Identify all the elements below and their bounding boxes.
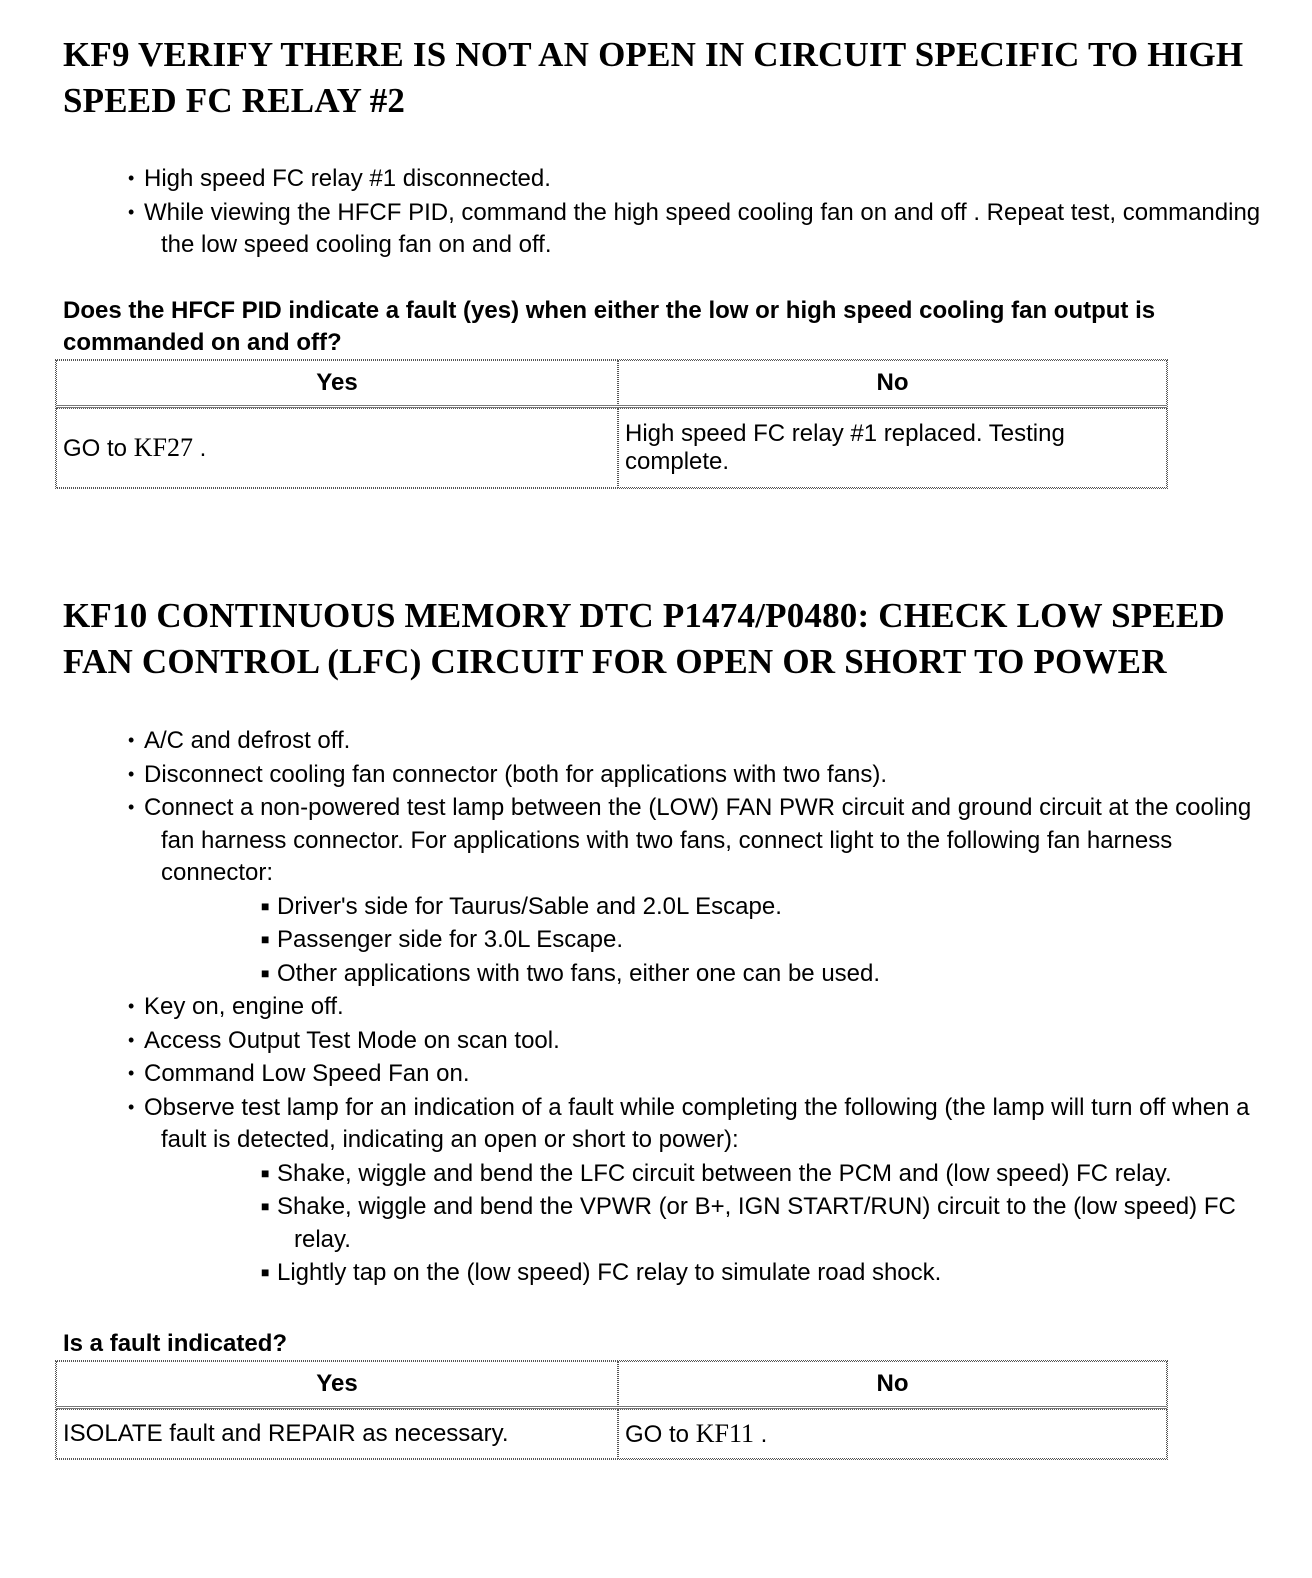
yes-header: Yes: [56, 360, 618, 408]
bullet-icon: •: [128, 996, 135, 1016]
kf9-question: Does the HFCF PID indicate a fault (yes) when either the low or high speed cooling fan output is commanded on and off?: [63, 296, 1156, 356]
connector-substeps: [161, 890, 1263, 991]
kf10-heading: KF10 CONTINUOUS MEMORY DTC P1474/P0480: CHECK LOW SPEED FAN CONTROL (LFC) CIRCUIT FOR OPEN OR SHORT TO POWER: [63, 596, 1225, 681]
bullet-icon: •: [128, 168, 135, 188]
substep-item: ■ Lightly tap on the (low speed) FC relay to simulate road shock.: [63, 1256, 1263, 1290]
observe-substeps: [161, 1157, 1263, 1290]
sub-bullet-icon: ■: [261, 964, 270, 981]
bullet-icon: •: [128, 1096, 135, 1117]
kf9-steps: [63, 162, 1263, 262]
substep-item: ■ Driver's side for Taurus/Sable and 2.0L Escape.: [63, 890, 1263, 924]
step-item: • High speed FC relay #1 disconnected.: [63, 162, 1263, 196]
step-item: • Connect a non-powered test lamp between the (LOW) FAN PWR circuit and ground circuit at the cooling fan harness connector. For applications with two fans, connect light to the following fan harness connector: ■ Driver's side for Taurus/Sable and 2.0L Escape. ■ Passenger side for 3.0L Escape. ■ Other applications with two fans, either one can be used.: [63, 791, 1263, 990]
yes-cell: GO to KF27 .: [56, 408, 618, 488]
kf9-answer-table: [55, 359, 1168, 489]
kf10-question: Is a fault indicated?: [63, 1329, 288, 1357]
kf10-steps: [63, 724, 1263, 1290]
no-header: No: [618, 360, 1167, 408]
kf9-section: [63, 32, 1263, 489]
step-item: • Key on, engine off.: [63, 990, 1263, 1024]
substep-item: ■ Passenger side for 3.0L Escape.: [63, 923, 1263, 957]
sub-bullet-icon: ■: [261, 1164, 270, 1181]
substep-item: ■ Shake, wiggle and bend the LFC circuit between the PCM and (low speed) FC relay.: [63, 1157, 1263, 1191]
kf10-answer-table: [55, 1360, 1168, 1460]
bullet-icon: •: [128, 1029, 135, 1050]
sub-bullet-icon: ■: [261, 931, 270, 947]
kf10-section: [63, 593, 1263, 1460]
step-item: • Command Low Speed Fan on.: [63, 1057, 1263, 1091]
yes-cell: ISOLATE fault and REPAIR as necessary.: [56, 1409, 618, 1459]
sub-bullet-icon: ■: [261, 1198, 270, 1214]
substep-item: ■ Shake, wiggle and bend the VPWR (or B+, IGN START/RUN) circuit to the (low speed) FC relay.: [63, 1190, 1263, 1256]
substep-item: ■ Other applications with two fans, either one can be used.: [63, 957, 1263, 991]
step-item: • A/C and defrost off.: [63, 724, 1263, 758]
step-item: • While viewing the HFCF PID, command the high speed cooling fan on and off . Repeat test, commanding the low speed cooling fan on and off.: [63, 196, 1263, 262]
step-item: • Disconnect cooling fan connector (both for applications with two fans).: [63, 758, 1263, 792]
no-cell: High speed FC relay #1 replaced. Testing complete.: [618, 408, 1167, 488]
no-cell: GO to KF11 .: [618, 1409, 1167, 1459]
bullet-icon: •: [128, 730, 135, 750]
bullet-icon: •: [128, 797, 135, 817]
sub-bullet-icon: ■: [261, 897, 270, 914]
step-item: • Observe test lamp for an indication of a fault while completing the following (the lamp will turn off when a fault is detected, indicating an open or short to power): ■ Shake, wiggle and bend the LFC circuit between the PCM and (low speed) FC relay. ■ Shake, wiggle and bend the VPWR (or B+, IGN START/RUN) circuit to the (low speed) FC relay. ■ Lightly tap on the (low speed) FC relay to simulate road shock.: [63, 1091, 1263, 1290]
bullet-icon: •: [128, 763, 135, 784]
go-to-kf27-link[interactable]: KF27: [133, 432, 193, 462]
bullet-icon: •: [128, 1063, 135, 1083]
bullet-icon: •: [128, 201, 135, 222]
sub-bullet-icon: ■: [261, 1264, 270, 1280]
step-item: • Access Output Test Mode on scan tool.: [63, 1024, 1263, 1058]
yes-header: Yes: [56, 1361, 618, 1409]
kf9-heading: KF9 VERIFY THERE IS NOT AN OPEN IN CIRCUIT SPECIFIC TO HIGH SPEED FC RELAY #2: [63, 35, 1244, 120]
no-header: No: [618, 1361, 1167, 1409]
go-to-kf11-link[interactable]: KF11: [695, 1418, 754, 1448]
